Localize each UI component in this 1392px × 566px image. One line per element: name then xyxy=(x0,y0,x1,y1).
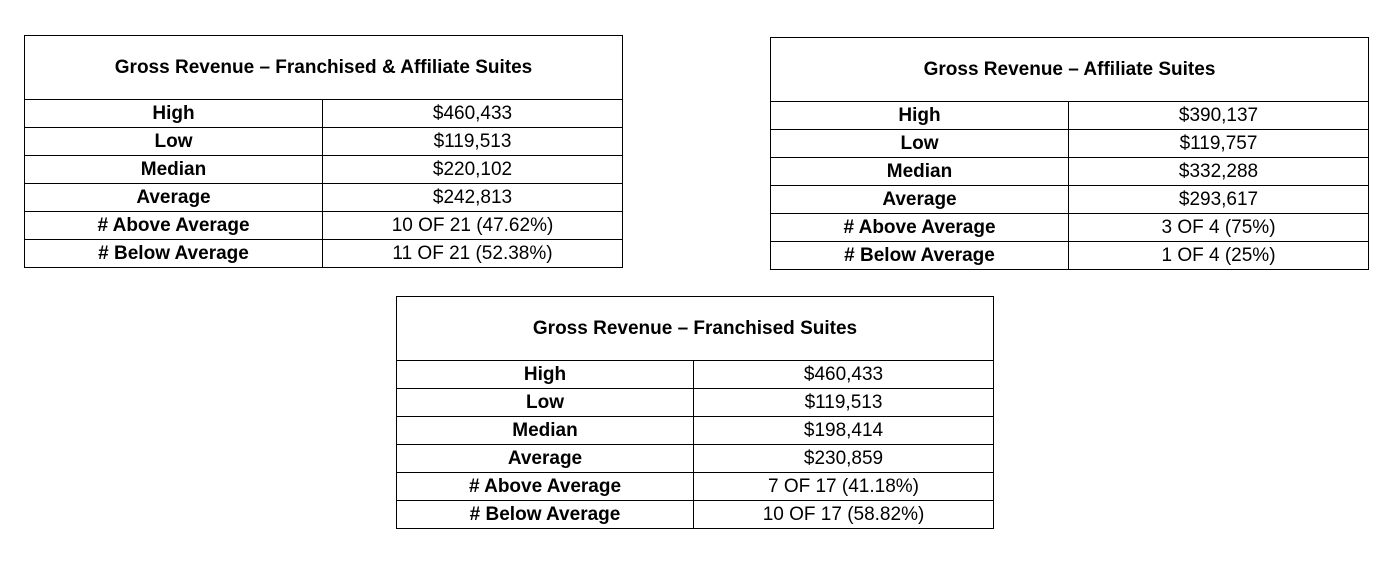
revenue-table-franchised xyxy=(396,296,994,529)
table-row xyxy=(771,186,1369,214)
table-title-row xyxy=(397,297,994,361)
table-row xyxy=(771,158,1369,186)
row-label-below-average: # Below Average xyxy=(771,242,1069,270)
row-value-average: $242,813 xyxy=(323,184,623,212)
row-value-low: $119,757 xyxy=(1069,130,1369,158)
row-value-below-average: 11 OF 21 (52.38%) xyxy=(323,240,623,268)
table-row xyxy=(771,214,1369,242)
row-label-below-average: # Below Average xyxy=(25,240,323,268)
row-label-below-average: # Below Average xyxy=(397,501,694,529)
table-row xyxy=(25,240,623,268)
table-row xyxy=(25,128,623,156)
row-label-low: Low xyxy=(771,130,1069,158)
row-value-above-average: 10 OF 21 (47.62%) xyxy=(323,212,623,240)
row-label-low: Low xyxy=(25,128,323,156)
row-label-above-average: # Above Average xyxy=(771,214,1069,242)
row-value-low: $119,513 xyxy=(323,128,623,156)
row-label-above-average: # Above Average xyxy=(25,212,323,240)
table-row xyxy=(397,473,994,501)
table-row xyxy=(397,389,994,417)
table-row xyxy=(397,361,994,389)
table-row xyxy=(771,242,1369,270)
table-title: Gross Revenue – Affiliate Suites xyxy=(771,38,1369,102)
row-label-high: High xyxy=(771,102,1069,130)
table-row xyxy=(25,156,623,184)
row-value-high: $390,137 xyxy=(1069,102,1369,130)
row-value-below-average: 1 OF 4 (25%) xyxy=(1069,242,1369,270)
row-label-above-average: # Above Average xyxy=(397,473,694,501)
table-row xyxy=(397,445,994,473)
row-label-low: Low xyxy=(397,389,694,417)
row-label-high: High xyxy=(397,361,694,389)
row-value-median: $332,288 xyxy=(1069,158,1369,186)
table-title: Gross Revenue – Franchised & Affiliate Suites xyxy=(25,36,623,100)
row-value-median: $198,414 xyxy=(694,417,994,445)
row-label-median: Median xyxy=(397,417,694,445)
table-row xyxy=(397,501,994,529)
table-title: Gross Revenue – Franchised Suites xyxy=(397,297,994,361)
table-row xyxy=(25,100,623,128)
row-value-above-average: 7 OF 17 (41.18%) xyxy=(694,473,994,501)
row-label-average: Average xyxy=(771,186,1069,214)
table-row xyxy=(771,102,1369,130)
row-value-below-average: 10 OF 17 (58.82%) xyxy=(694,501,994,529)
row-value-average: $293,617 xyxy=(1069,186,1369,214)
table-row xyxy=(771,130,1369,158)
table-row xyxy=(25,212,623,240)
table-title-row xyxy=(771,38,1369,102)
row-label-median: Median xyxy=(771,158,1069,186)
row-value-low: $119,513 xyxy=(694,389,994,417)
revenue-table-franchised-affiliate xyxy=(24,35,623,268)
row-value-median: $220,102 xyxy=(323,156,623,184)
row-value-high: $460,433 xyxy=(323,100,623,128)
revenue-table-affiliate xyxy=(770,37,1369,270)
row-label-average: Average xyxy=(25,184,323,212)
row-value-average: $230,859 xyxy=(694,445,994,473)
row-label-high: High xyxy=(25,100,323,128)
table-title-row xyxy=(25,36,623,100)
table-row xyxy=(25,184,623,212)
row-label-average: Average xyxy=(397,445,694,473)
row-value-high: $460,433 xyxy=(694,361,994,389)
table-row xyxy=(397,417,994,445)
row-value-above-average: 3 OF 4 (75%) xyxy=(1069,214,1369,242)
row-label-median: Median xyxy=(25,156,323,184)
